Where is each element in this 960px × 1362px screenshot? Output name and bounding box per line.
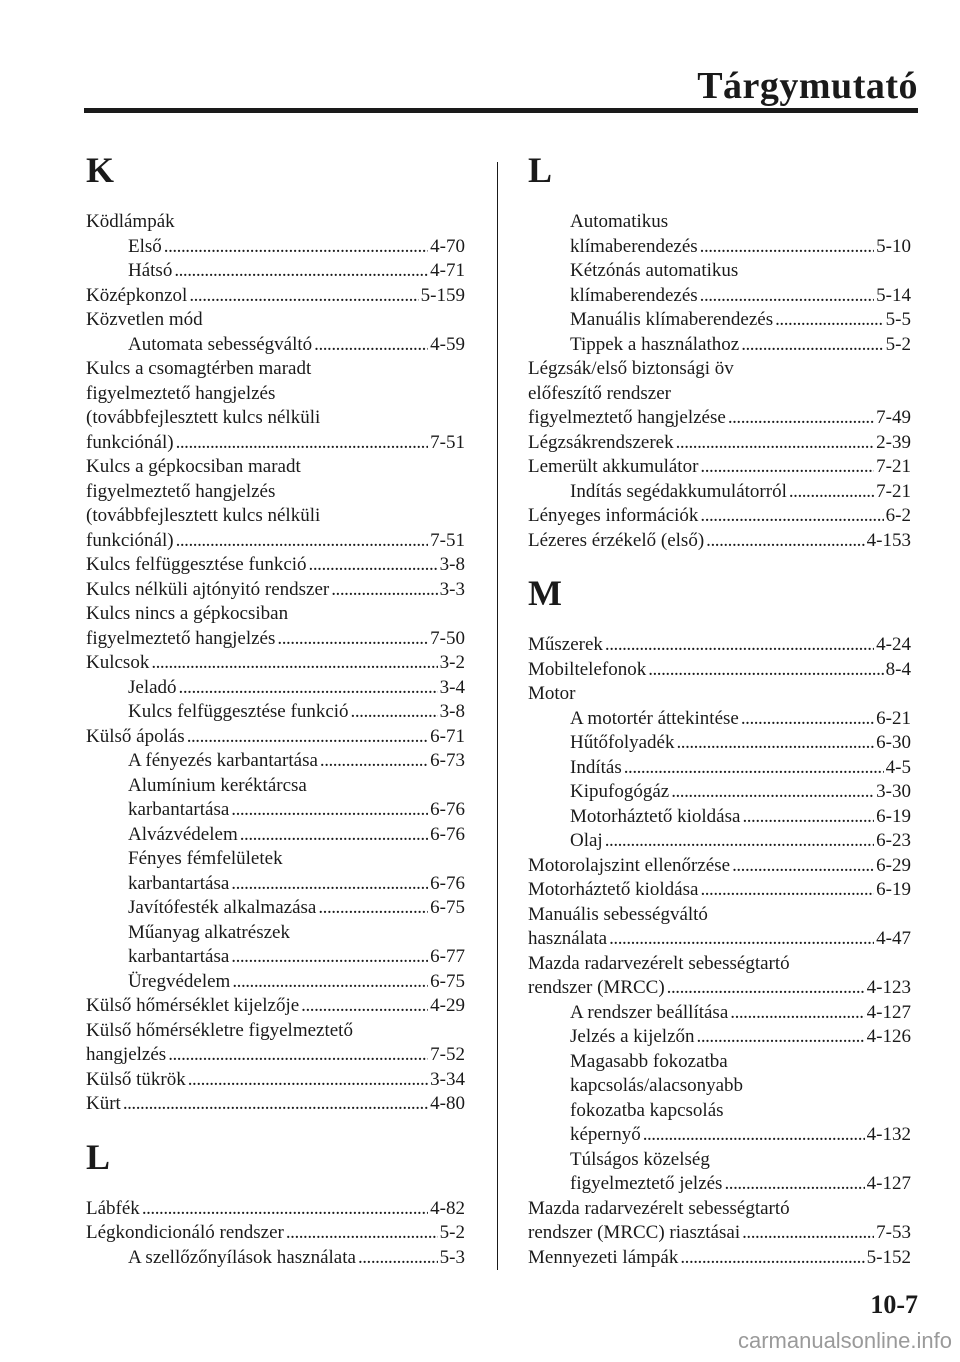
index-heading-line: Fényes fémfelületek — [128, 848, 283, 869]
index-entry — [86, 798, 465, 823]
dot-leader — [643, 1123, 865, 1148]
dot-leader — [700, 455, 874, 480]
index-entry — [528, 976, 911, 1001]
index-heading-line: Ködlámpák — [86, 211, 175, 232]
index-term: Manuális klímaberendezés — [570, 309, 774, 330]
page-reference: 6-75 — [430, 970, 465, 992]
index-entry — [86, 823, 465, 848]
index-term: figyelmeztető hangjelzése — [528, 407, 726, 428]
index-term: Légkondicionáló rendszer — [86, 1222, 284, 1243]
dot-leader — [741, 333, 883, 358]
index-entry — [528, 1172, 911, 1197]
index-column-right — [528, 150, 911, 1270]
dot-leader — [700, 878, 874, 903]
dot-leader — [700, 284, 875, 309]
index-list-k — [86, 210, 465, 1117]
index-entry — [528, 431, 911, 456]
page-reference: 5-3 — [439, 1246, 465, 1268]
page-reference: 5-5 — [885, 309, 911, 330]
index-term: Javítófesték alkalmazása — [128, 897, 317, 918]
index-heading-line: (továbbfejlesztett kulcs nélküli — [86, 505, 321, 526]
index-entry — [86, 1068, 465, 1093]
index-term: klímaberendezés — [570, 284, 698, 306]
index-term: Középkonzol — [86, 284, 188, 306]
dot-leader — [680, 1246, 864, 1271]
dot-leader — [179, 676, 438, 701]
index-entry — [86, 725, 465, 750]
index-term: Mennyezeti lámpák — [528, 1246, 679, 1268]
dot-leader — [314, 333, 428, 358]
index-term: Tippek a használathoz — [570, 333, 740, 355]
index-entry — [86, 1092, 465, 1117]
page-reference: 4-132 — [866, 1124, 911, 1145]
index-term: Kürt — [86, 1093, 121, 1114]
index-heading-line: Motor — [528, 683, 576, 704]
dot-leader — [232, 970, 428, 995]
index-entry — [528, 829, 911, 854]
page-reference: 7-21 — [876, 456, 911, 477]
dot-leader — [174, 259, 428, 284]
index-entry — [528, 707, 911, 732]
header-rule — [84, 108, 918, 113]
column-divider — [497, 162, 498, 1270]
index-term: Hátsó — [128, 260, 173, 281]
index-heading-line: Automatikus — [570, 211, 669, 232]
index-term: A rendszer beállítása — [570, 1001, 729, 1023]
dot-leader — [667, 976, 865, 1001]
index-term: Külső ápolás — [86, 725, 185, 747]
dot-leader — [168, 1043, 428, 1068]
page-reference: 4-80 — [430, 1093, 465, 1114]
page-reference: 5-2 — [439, 1222, 465, 1243]
index-entry — [528, 1221, 911, 1246]
index-term: karbantartása — [128, 946, 230, 967]
dot-leader — [123, 1092, 428, 1117]
dot-leader — [775, 308, 884, 333]
index-term: funkciónál) — [86, 431, 174, 453]
dot-leader — [309, 553, 438, 578]
dot-leader — [648, 658, 883, 683]
page-reference: 3-8 — [439, 554, 465, 575]
page-reference: 4-5 — [885, 756, 911, 778]
page-reference: 6-76 — [430, 799, 465, 820]
index-term: Automata sebességváltó — [128, 333, 313, 355]
index-heading-line: Külső hőmérsékletre figyelmeztető — [86, 1019, 353, 1041]
index-heading-line: Kulcs nincs a gépkocsiban — [86, 603, 289, 624]
index-entry — [528, 854, 911, 879]
index-term: Motorolajszint ellenőrzése — [528, 854, 731, 876]
index-entry — [86, 1246, 465, 1271]
dot-leader — [164, 235, 428, 260]
index-heading-line: Kétzónás automatikus — [570, 260, 739, 281]
dot-leader — [277, 627, 428, 652]
page-reference: 6-75 — [430, 897, 465, 918]
page-reference: 4-82 — [430, 1197, 465, 1219]
dot-leader — [742, 805, 874, 830]
index-term: Kulcsok — [86, 652, 150, 673]
index-term: Első — [128, 235, 162, 257]
index-term: Lényeges információk — [528, 505, 699, 526]
page-reference: 3-3 — [439, 578, 465, 600]
dot-leader — [358, 1246, 438, 1271]
dot-leader — [605, 633, 874, 658]
index-term: Lemerült akkumulátor — [528, 456, 699, 477]
index-term: Külső tükrök — [86, 1068, 186, 1090]
dot-leader — [676, 731, 874, 756]
section-letter-l: L — [86, 1136, 111, 1177]
index-term: Kipufogógáz — [570, 781, 670, 802]
index-term: Jelzés a kijelzőn — [570, 1026, 695, 1047]
page-number: 10-7 — [870, 1290, 918, 1319]
index-heading-line: Magasabb fokozatba — [570, 1050, 728, 1072]
index-entry — [86, 1043, 465, 1068]
page-reference: 6-19 — [876, 879, 911, 900]
index-column-left — [86, 150, 465, 1270]
index-entry — [528, 927, 911, 952]
index-term: hangjelzés — [86, 1044, 167, 1065]
index-heading-line: (továbbfejlesztett kulcs nélküli — [86, 407, 321, 428]
page-reference: 4-126 — [866, 1026, 911, 1047]
dot-leader — [742, 1221, 874, 1246]
index-entry — [528, 1025, 911, 1050]
index-heading-line: figyelmeztető hangjelzés — [86, 480, 276, 502]
index-list-m — [528, 633, 911, 1270]
dot-leader — [624, 756, 884, 781]
section-letter-m: M — [528, 573, 562, 613]
page-reference: 6-2 — [885, 505, 911, 526]
dot-leader — [189, 284, 418, 309]
dot-leader — [741, 707, 874, 732]
index-term: Motorháztető kioldása — [570, 805, 741, 827]
dot-leader — [231, 798, 428, 823]
dot-leader — [151, 651, 437, 676]
index-heading-line: Műanyag alkatrészek — [128, 921, 290, 943]
page-reference: 7-53 — [876, 1222, 911, 1243]
page-reference: 7-21 — [876, 480, 911, 502]
index-entry — [528, 658, 911, 683]
page-reference: 2-39 — [876, 431, 911, 453]
index-entry — [86, 1221, 465, 1246]
dot-leader — [724, 1172, 864, 1197]
index-entry — [86, 284, 465, 309]
index-term: Külső hőmérséklet kijelzője — [86, 995, 300, 1016]
index-entry — [528, 406, 911, 431]
index-entry — [86, 700, 465, 725]
index-term: Alvázvédelem — [128, 823, 238, 845]
dot-leader — [609, 927, 874, 952]
index-term: használata — [528, 928, 608, 949]
index-heading-line: kapcsolás/alacsonyabb — [570, 1075, 744, 1096]
index-term: A szellőzőnyílások használata — [128, 1246, 356, 1268]
index-entry — [86, 749, 465, 774]
dot-leader — [187, 725, 428, 750]
index-heading-line: előfeszítő rendszer — [528, 382, 671, 404]
index-term: Műszerek — [528, 634, 603, 655]
page-reference: 4-153 — [866, 529, 911, 551]
page-reference: 5-159 — [420, 284, 465, 306]
index-entry — [86, 627, 465, 652]
page-reference: 7-50 — [430, 627, 465, 649]
page-reference: 3-2 — [439, 652, 465, 673]
index-entry — [528, 780, 911, 805]
page-reference: 7-49 — [876, 407, 911, 428]
index-term: karbantartása — [128, 872, 230, 894]
index-entry — [528, 805, 911, 830]
dot-leader — [697, 1025, 865, 1050]
index-entry — [86, 872, 465, 897]
page-reference: 4-71 — [430, 260, 465, 281]
dot-leader — [176, 529, 429, 554]
index-term: Olaj — [570, 830, 603, 851]
dot-leader — [231, 945, 428, 970]
index-term: Jeladó — [128, 676, 177, 698]
index-term: A motortér áttekintése — [570, 707, 739, 729]
index-heading-line: Kulcs a csomagtérben maradt — [86, 358, 312, 379]
dot-leader — [301, 994, 428, 1019]
page-reference: 4-29 — [430, 995, 465, 1016]
index-entry — [528, 333, 911, 358]
index-entry — [528, 731, 911, 756]
page-reference: 5-14 — [876, 284, 911, 306]
page-reference: 3-30 — [876, 781, 911, 802]
index-term: A fényezés karbantartása — [128, 750, 318, 771]
index-term: Kulcs nélküli ajtónyitó rendszer — [86, 578, 330, 600]
dot-leader — [240, 823, 428, 848]
index-entry — [528, 1001, 911, 1026]
index-heading-line: Mazda radarvezérelt sebességtartó — [528, 1197, 790, 1219]
index-entry — [86, 896, 465, 921]
section-letter-l-cont: L — [528, 150, 553, 190]
index-heading-line: Túlságos közelség — [570, 1148, 710, 1170]
index-entry — [528, 1246, 911, 1271]
dot-leader — [676, 431, 875, 456]
page-reference: 8-4 — [885, 658, 911, 680]
dot-leader — [320, 749, 428, 774]
index-term: Mobiltelefonok — [528, 658, 647, 680]
page-reference: 5-10 — [876, 235, 911, 257]
index-entry — [86, 578, 465, 603]
page-reference: 7-51 — [430, 529, 465, 551]
dot-leader — [318, 896, 428, 921]
page-reference: 6-71 — [430, 725, 465, 747]
page-reference: 4-47 — [876, 928, 911, 949]
index-heading-line: Alumínium keréktárcsa — [128, 774, 307, 796]
dot-leader — [286, 1221, 438, 1246]
page-reference: 7-52 — [430, 1044, 465, 1065]
page-reference: 6-21 — [876, 707, 911, 729]
page-reference: 3-4 — [439, 676, 465, 698]
watermark: carmanualsonline.info — [737, 1328, 952, 1353]
page-reference: 4-24 — [876, 634, 911, 655]
index-term: Indítás — [570, 756, 622, 778]
dot-leader — [188, 1068, 428, 1093]
index-entry — [528, 480, 911, 505]
index-term: Üregvédelem — [128, 970, 231, 992]
index-term: funkciónál) — [86, 529, 174, 551]
dot-leader — [231, 872, 428, 897]
index-term: klímaberendezés — [570, 235, 698, 257]
index-entry — [528, 504, 911, 529]
index-entry — [528, 878, 911, 903]
index-heading-line: Kulcs a gépkocsiban maradt — [86, 456, 301, 477]
index-entry — [528, 455, 911, 480]
index-term: képernyő — [570, 1124, 641, 1145]
page-reference: 4-123 — [866, 977, 911, 998]
index-entry — [528, 756, 911, 781]
index-entry — [528, 284, 911, 309]
index-entry — [528, 308, 911, 333]
index-list-l-right — [528, 210, 911, 553]
dot-leader — [700, 235, 875, 260]
index-entry — [86, 333, 465, 358]
dot-leader — [732, 854, 874, 879]
page-reference: 4-59 — [430, 333, 465, 355]
index-entry — [86, 259, 465, 284]
dot-leader — [728, 406, 874, 431]
dot-leader — [351, 700, 438, 725]
index-term: figyelmeztető jelzés — [570, 1173, 723, 1194]
dot-leader — [706, 529, 865, 554]
index-term: Kulcs felfüggesztése funkció — [86, 554, 307, 575]
index-entry — [528, 529, 911, 554]
page-reference: 7-51 — [430, 431, 465, 453]
page-reference: 6-29 — [876, 854, 911, 876]
page-reference: 6-30 — [876, 732, 911, 753]
dot-leader — [730, 1001, 864, 1026]
index-entry — [86, 994, 465, 1019]
dot-leader — [671, 780, 874, 805]
index-term: Motorháztető kioldása — [528, 879, 699, 900]
section-letter-k: K — [86, 150, 115, 190]
page-reference: 6-73 — [430, 750, 465, 771]
index-entry — [528, 1123, 911, 1148]
dot-leader — [142, 1197, 428, 1222]
index-heading-line: Manuális sebességváltó — [528, 903, 708, 925]
index-term: figyelmeztető hangjelzés — [86, 627, 276, 649]
index-list-l-left — [86, 1197, 465, 1271]
page-reference: 6-76 — [430, 823, 465, 845]
dot-leader — [700, 504, 883, 529]
page-reference: 5-2 — [885, 333, 911, 355]
index-entry — [86, 651, 465, 676]
index-heading-line: Közvetlen mód — [86, 309, 203, 330]
index-term: Lézeres érzékelő (első) — [528, 529, 705, 551]
page-reference: 6-19 — [876, 805, 911, 827]
index-heading-line: Légzsák/első biztonsági öv — [528, 358, 734, 379]
index-term: Indítás segédakkumulátorról — [570, 480, 787, 502]
index-entry — [528, 235, 911, 260]
page-reference: 6-23 — [876, 830, 911, 851]
index-term: karbantartása — [128, 799, 230, 820]
index-term: rendszer (MRCC) — [528, 977, 665, 998]
index-entry — [86, 431, 465, 456]
index-term: Lábfék — [86, 1197, 140, 1219]
index-term: Légzsákrendszerek — [528, 431, 674, 453]
index-entry — [86, 529, 465, 554]
dot-leader — [605, 829, 874, 854]
page-reference: 4-70 — [430, 235, 465, 257]
page-reference: 4-127 — [866, 1001, 911, 1023]
page-reference: 5-152 — [866, 1246, 911, 1268]
page-header-title: Tárgymutató — [697, 65, 918, 107]
index-entry — [86, 676, 465, 701]
page-reference: 4-127 — [866, 1173, 911, 1194]
dot-leader — [331, 578, 437, 603]
index-entry — [528, 633, 911, 658]
index-entry — [86, 553, 465, 578]
page-reference: 3-8 — [439, 701, 465, 722]
index-term: rendszer (MRCC) riasztásai — [528, 1222, 741, 1243]
index-entry — [86, 235, 465, 260]
index-heading-line: figyelmeztető hangjelzés — [86, 382, 276, 404]
index-heading-line: fokozatba kapcsolás — [570, 1099, 724, 1121]
index-entry — [86, 970, 465, 995]
index-entry — [86, 945, 465, 970]
index-entry — [86, 1197, 465, 1222]
page-reference: 3-34 — [430, 1068, 465, 1090]
index-term: Hűtőfolyadék — [570, 732, 675, 753]
index-term: Kulcs felfüggesztése funkció — [128, 701, 349, 722]
dot-leader — [176, 431, 429, 456]
page-reference: 6-77 — [430, 946, 465, 967]
page-reference: 6-76 — [430, 872, 465, 894]
dot-leader — [789, 480, 874, 505]
index-heading-line: Mazda radarvezérelt sebességtartó — [528, 952, 790, 974]
